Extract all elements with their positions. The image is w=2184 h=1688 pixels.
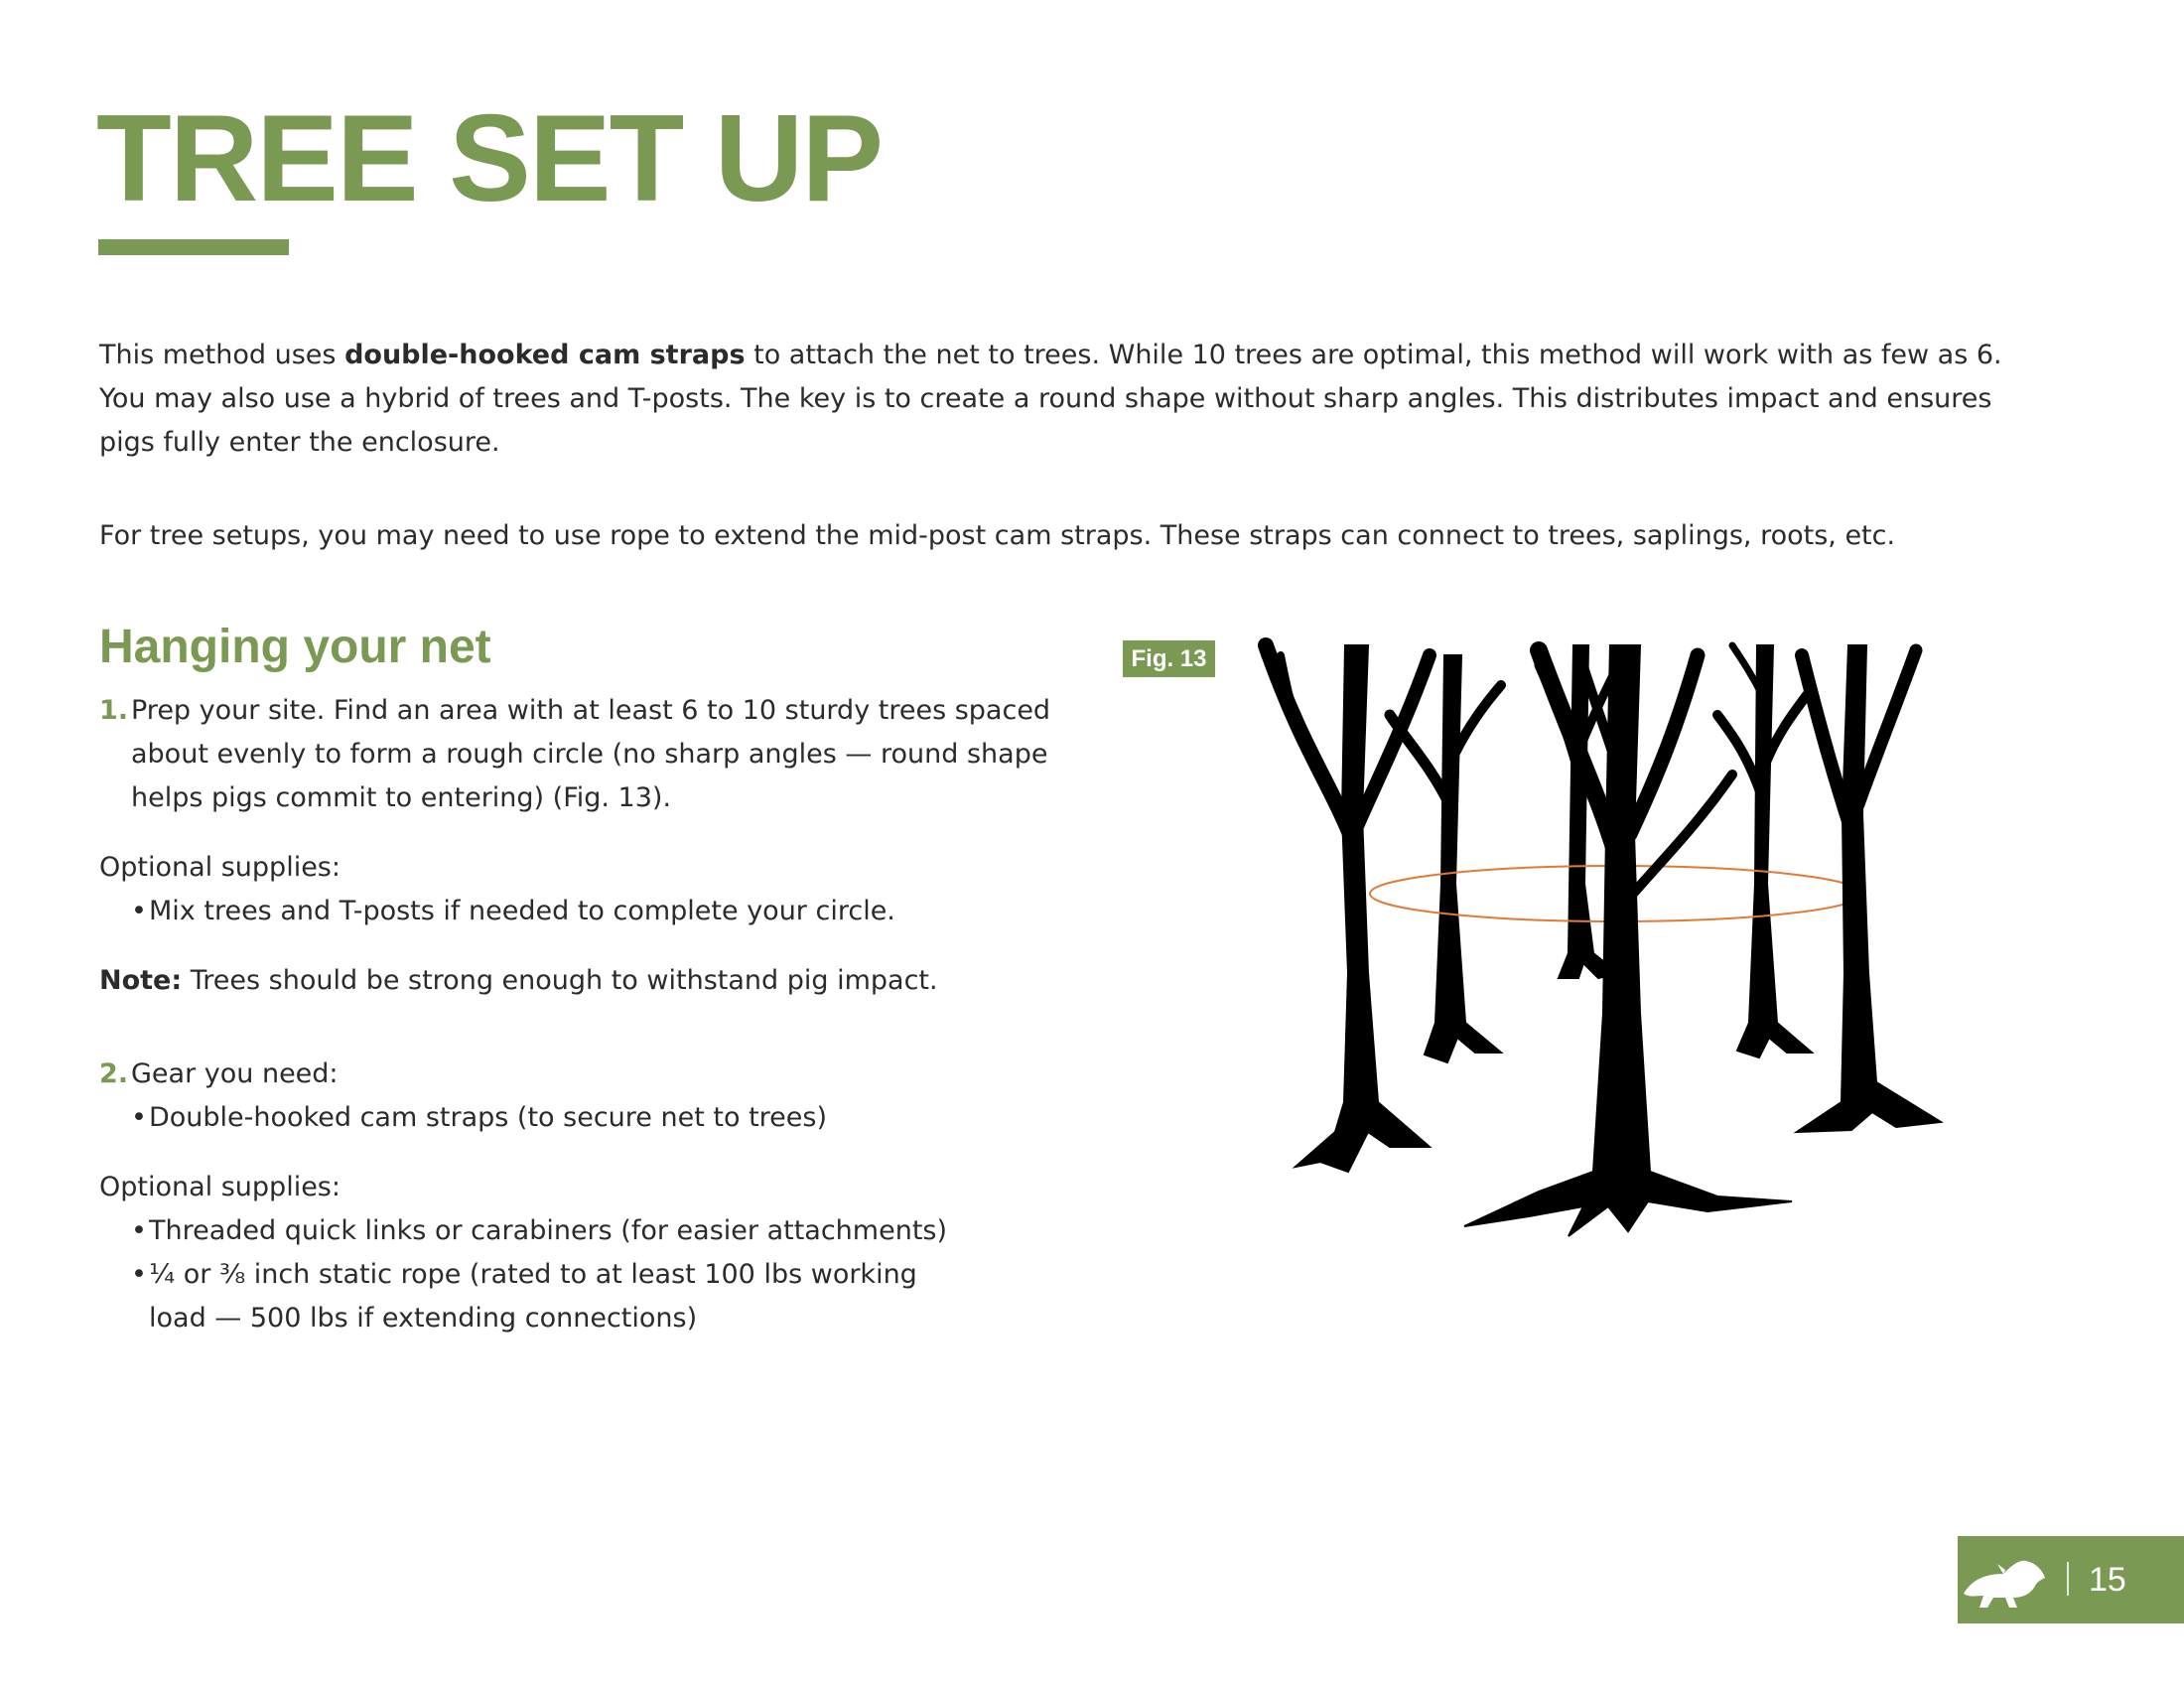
optional-supplies-label: Optional supplies:	[99, 852, 341, 883]
step-text: Prep your site. Find an area with at least 6 to 10 sturdy trees spaced about evenly to form a rough circle (no sharp angles — round shape helps pigs commit to entering) (Fig. 13).	[131, 695, 1051, 813]
bullet-glyph: •	[131, 1215, 147, 1246]
back-tree	[1717, 645, 1812, 1057]
step-1	[99, 689, 1052, 820]
optional-supplies-label: Optional supplies:	[99, 1172, 341, 1202]
list-item	[99, 890, 1052, 933]
section-heading: Hanging your net	[99, 621, 491, 673]
bullet-glyph: •	[131, 896, 147, 926]
step-text: Gear you need:	[131, 1058, 339, 1089]
note	[99, 959, 1052, 1003]
intro-paragraph-1	[99, 334, 2015, 465]
intro-text-lead: This method uses	[99, 340, 345, 370]
note-label: Note:	[99, 965, 183, 996]
step-number: 2.	[99, 1058, 129, 1089]
footer-page-tab	[1958, 1536, 2184, 1623]
pig-icon	[1958, 1550, 2049, 1610]
list-item-text: Mix trees and T-posts if needed to complete your circle.	[149, 896, 895, 926]
figure-label: Fig. 13	[1123, 640, 1215, 677]
front-tree	[1464, 645, 1792, 1236]
title-underline	[98, 239, 289, 255]
list-item	[99, 1096, 1052, 1140]
footer-separator	[2067, 1562, 2069, 1596]
instructions-column	[99, 689, 1052, 1340]
page-number: 15	[2089, 1561, 2126, 1599]
page-title: TREE SET UP	[96, 90, 883, 227]
intro-paragraph-2: For tree setups, you may need to use rope to extend the mid-post cam straps. These straps can connect to trees, saplings, roots, etc.	[99, 520, 1896, 551]
list-item-text: Threaded quick links or carabiners (for easier attachments)	[149, 1215, 948, 1246]
step-2	[99, 1053, 1052, 1096]
front-tree	[1797, 645, 1941, 1132]
bullet-glyph: •	[131, 1102, 147, 1133]
tree-circle-illustration	[1241, 635, 1966, 1251]
list-item-text: Double-hooked cam straps (to secure net to trees)	[149, 1102, 827, 1133]
step-number: 1.	[99, 695, 129, 726]
bullet-glyph: •	[131, 1259, 147, 1290]
list-item	[99, 1209, 1052, 1253]
intro-text-rest: to attach the net to trees. While 10 trees are optimal, this method will work with as few as 6. You may also use a hybrid of trees and T-posts. The key is to create a round shape without sharp angles. This distributes impact and ensures pigs fully enter the enclosure.	[99, 340, 2002, 458]
list-item-text: ¼ or ⅜ inch static rope (rated to at least 100 lbs working load — 500 lbs if extending connections)	[149, 1259, 917, 1334]
note-text: Trees should be strong enough to withstand pig impact.	[182, 965, 938, 996]
list-item	[99, 1253, 963, 1340]
intro-bold-term: double-hooked cam straps	[344, 340, 746, 370]
